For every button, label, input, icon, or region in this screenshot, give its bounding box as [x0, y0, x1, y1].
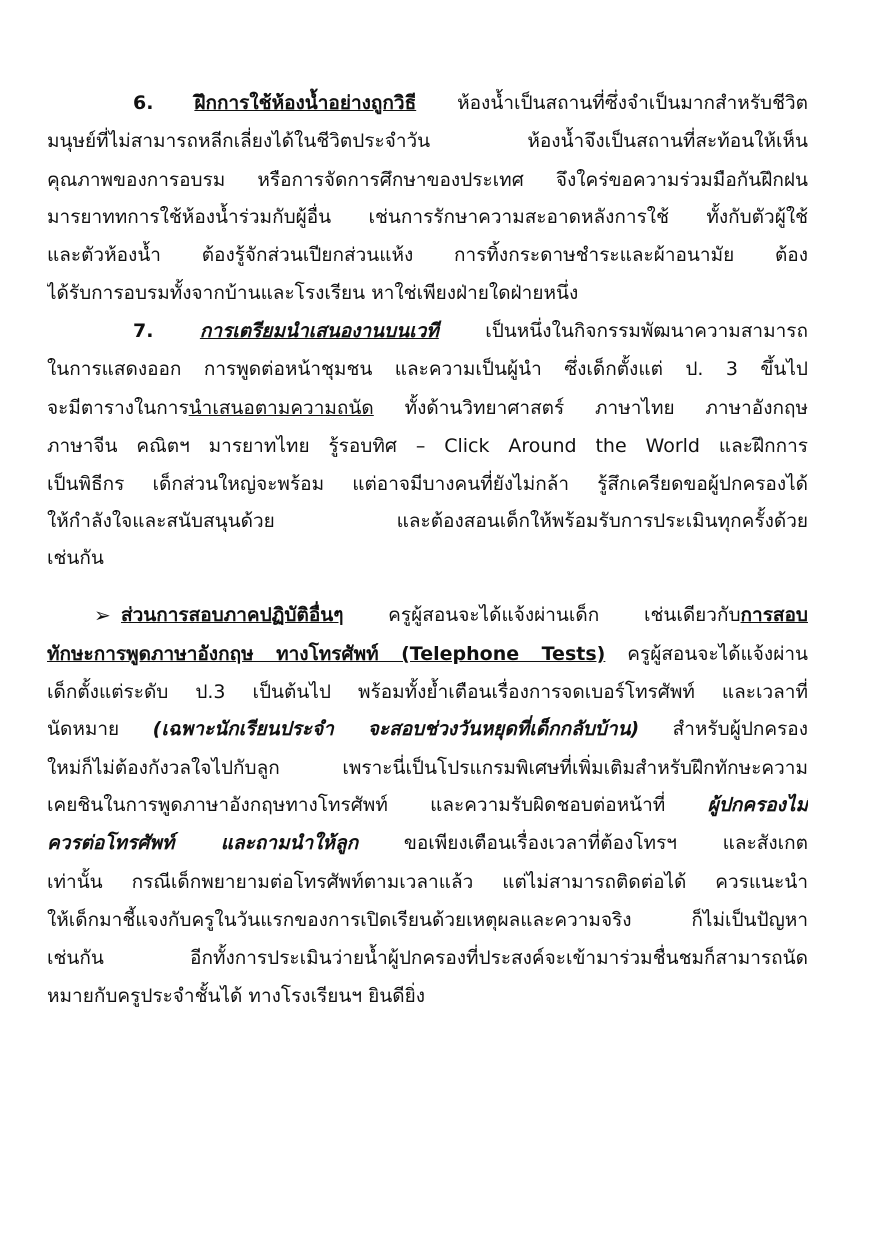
item7-line-2	[47, 350, 808, 388]
item6-text: มารยาททการใช้ห้องน้ำร่วมกับผู้อื่น เช่นการรักษาความสะอาดหลังการใช้ ทั้งกับตัวผู้ใช้	[47, 206, 808, 228]
item6-number: 6.	[133, 92, 154, 114]
item6-text: ห้องน้ำเป็นสถานที่ซึ่งจำเป็นมากสำหรับชีวิต	[457, 92, 808, 114]
item6-line-1	[133, 84, 808, 122]
practical-text: ขอเพียงเตือนเรื่องเวลาที่ต้องโทรฯ และสังเกต	[403, 832, 808, 854]
item7-underlined-text: นำเสนอตามความถนัด	[188, 397, 374, 419]
practical-text: หมายกับครูประจำชั้นได้ ทางโรงเรียนฯ ยินดียิ่ง	[47, 985, 425, 1007]
practical-line-10	[47, 939, 808, 977]
item7-heading: การเตรียมนำเสนองานบนเวที	[199, 320, 439, 342]
item7-text: ให้กำลังใจและสนับสนุนด้วย และต้องสอนเด็กให้พร้อมรับการประเมินทุกครั้งด้วย	[47, 510, 808, 532]
practical-note: (เฉพาะนักเรียนประจำ จะสอบช่วงวันหยุดที่เด็กกลับบ้าน)	[152, 718, 640, 740]
item7-line-1	[133, 312, 808, 350]
practical-text: ครูผู้สอนจะได้แจ้งผ่าน	[627, 643, 808, 665]
item7-text: เป็นพิธีกร เด็กส่วนใหญ่จะพร้อม แต่อาจมีบางคนที่ยังไม่กล้า รู้สึกเครียดขอผู้ปกครองได้	[47, 473, 808, 495]
item7-text: ภาษาจีน คณิตฯ มารยาทไทย รู้รอบทิศ – Click Around the World และฝึกการ	[47, 435, 808, 457]
practical-line-2	[47, 635, 808, 673]
practical-text: ครูผู้สอนจะได้แจ้งผ่านเด็ก เช่นเดียวกับ	[388, 604, 741, 626]
item6-line-2	[47, 122, 808, 160]
practical-line-1	[121, 596, 808, 634]
practical-heading: ส่วนการสอบภาคปฏิบัติอื่นๆ	[121, 604, 344, 626]
practical-warning: ควรต่อโทรศัพท์ และถามนำให้ลูก	[47, 832, 359, 854]
practical-line-6	[47, 786, 808, 824]
item6-text: ได้รับการอบรมทั้งจากบ้านและโรงเรียน หาใช่เพียงฝ่ายใดฝ่ายหนึ่ง	[47, 282, 579, 304]
practical-text: นัดหมาย	[47, 718, 120, 740]
item7-line-3	[47, 389, 808, 427]
item6-text: คุณภาพของการอบรม หรือการจัดการศึกษาของประเทศ จึงใคร่ขอความร่วมมือกันฝึกฝน	[47, 169, 808, 191]
practical-text: สำหรับผู้ปกครอง	[672, 718, 808, 740]
item6-line-5	[47, 236, 808, 274]
practical-line-8	[47, 863, 808, 901]
practical-line-11	[47, 977, 808, 1015]
practical-text: เคยชินในการพูดภาษาอังกฤษทางโทรศัพท์ และความรับผิดชอบต่อหน้าที่	[47, 794, 666, 816]
item6-heading: ฝึกการใช้ห้องน้ำอย่างถูกวิธี	[194, 92, 417, 114]
item7-line-4	[47, 427, 808, 465]
item7-line-5	[47, 465, 808, 503]
practical-line-9	[47, 901, 808, 939]
practical-emphasis: ทักษะการพูดภาษาอังกฤษ ทางโทรศัพท์ (Telephone Tests)	[47, 643, 606, 665]
practical-emphasis: การสอบ	[740, 604, 808, 626]
item7-text: จะมีตารางในการ	[47, 397, 189, 419]
item7-text: เป็นหนึ่งในกิจกรรมพัฒนาความสามารถ	[485, 320, 808, 342]
item6-line-4	[47, 198, 808, 236]
arrow-bullet-icon: ➢	[94, 603, 111, 627]
item7-line-6	[47, 502, 808, 540]
practical-line-3	[47, 673, 808, 711]
item7-text: ในการแสดงออก การพูดต่อหน้าชุมชน และความเป็นผู้นำ ซึ่งเด็กตั้งแต่ ป. 3 ขึ้นไป	[47, 358, 808, 380]
practical-text: ใหม่ก็ไม่ต้องกังวลใจไปกับลูก เพราะนี่เป็นโปรแกรมพิเศษที่เพิ่มเติมสำหรับฝึกทักษะความ	[47, 757, 808, 779]
practical-text: เท่านั้น กรณีเด็กพยายามต่อโทรศัพท์ตามเวลาแล้ว แต่ไม่สามารถติดต่อได้ ควรแนะนำ	[47, 871, 808, 893]
practical-line-4	[47, 710, 808, 748]
practical-text: เด็กตั้งแต่ระดับ ป.3 เป็นต้นไป พร้อมทั้งย้ำเตือนเรื่องการจดเบอร์โทรศัพท์ และเวลาที่	[47, 681, 808, 703]
practical-text: ให้เด็กมาชี้แจงกับครูในวันแรกของการเปิดเรียนด้วยเหตุผลและความจริง ก็ไม่เป็นปัญหา	[47, 909, 808, 931]
item6-line-3	[47, 161, 808, 199]
item6-text: มนุษย์ที่ไม่สามารถหลีกเลี่ยงได้ในชีวิตประจำวัน ห้องน้ำจึงเป็นสถานที่สะท้อนให้เห็น	[47, 130, 808, 152]
item7-number: 7.	[133, 320, 154, 342]
item7-text: เช่นกัน	[47, 547, 104, 569]
item7-text: ทั้งด้านวิทยาศาสตร์ ภาษาไทย ภาษาอังกฤษ	[404, 397, 808, 419]
item6-text: และตัวห้องน้ำ ต้องรู้จักส่วนเปียกส่วนแห้ง การทิ้งกระดาษชำระและผ้าอนามัย ต้อง	[47, 244, 808, 266]
item7-line-7	[47, 539, 808, 577]
practical-line-5	[47, 749, 808, 787]
practical-warning: ผู้ปกครองไม่	[707, 794, 808, 816]
practical-text: เช่นกัน อีกทั้งการประเมินว่ายน้ำผู้ปกครองที่ประสงค์จะเข้ามาร่วมชื่นชมก็สามารถนัด	[47, 947, 808, 969]
item6-line-6	[47, 274, 808, 312]
practical-line-7	[47, 824, 808, 862]
